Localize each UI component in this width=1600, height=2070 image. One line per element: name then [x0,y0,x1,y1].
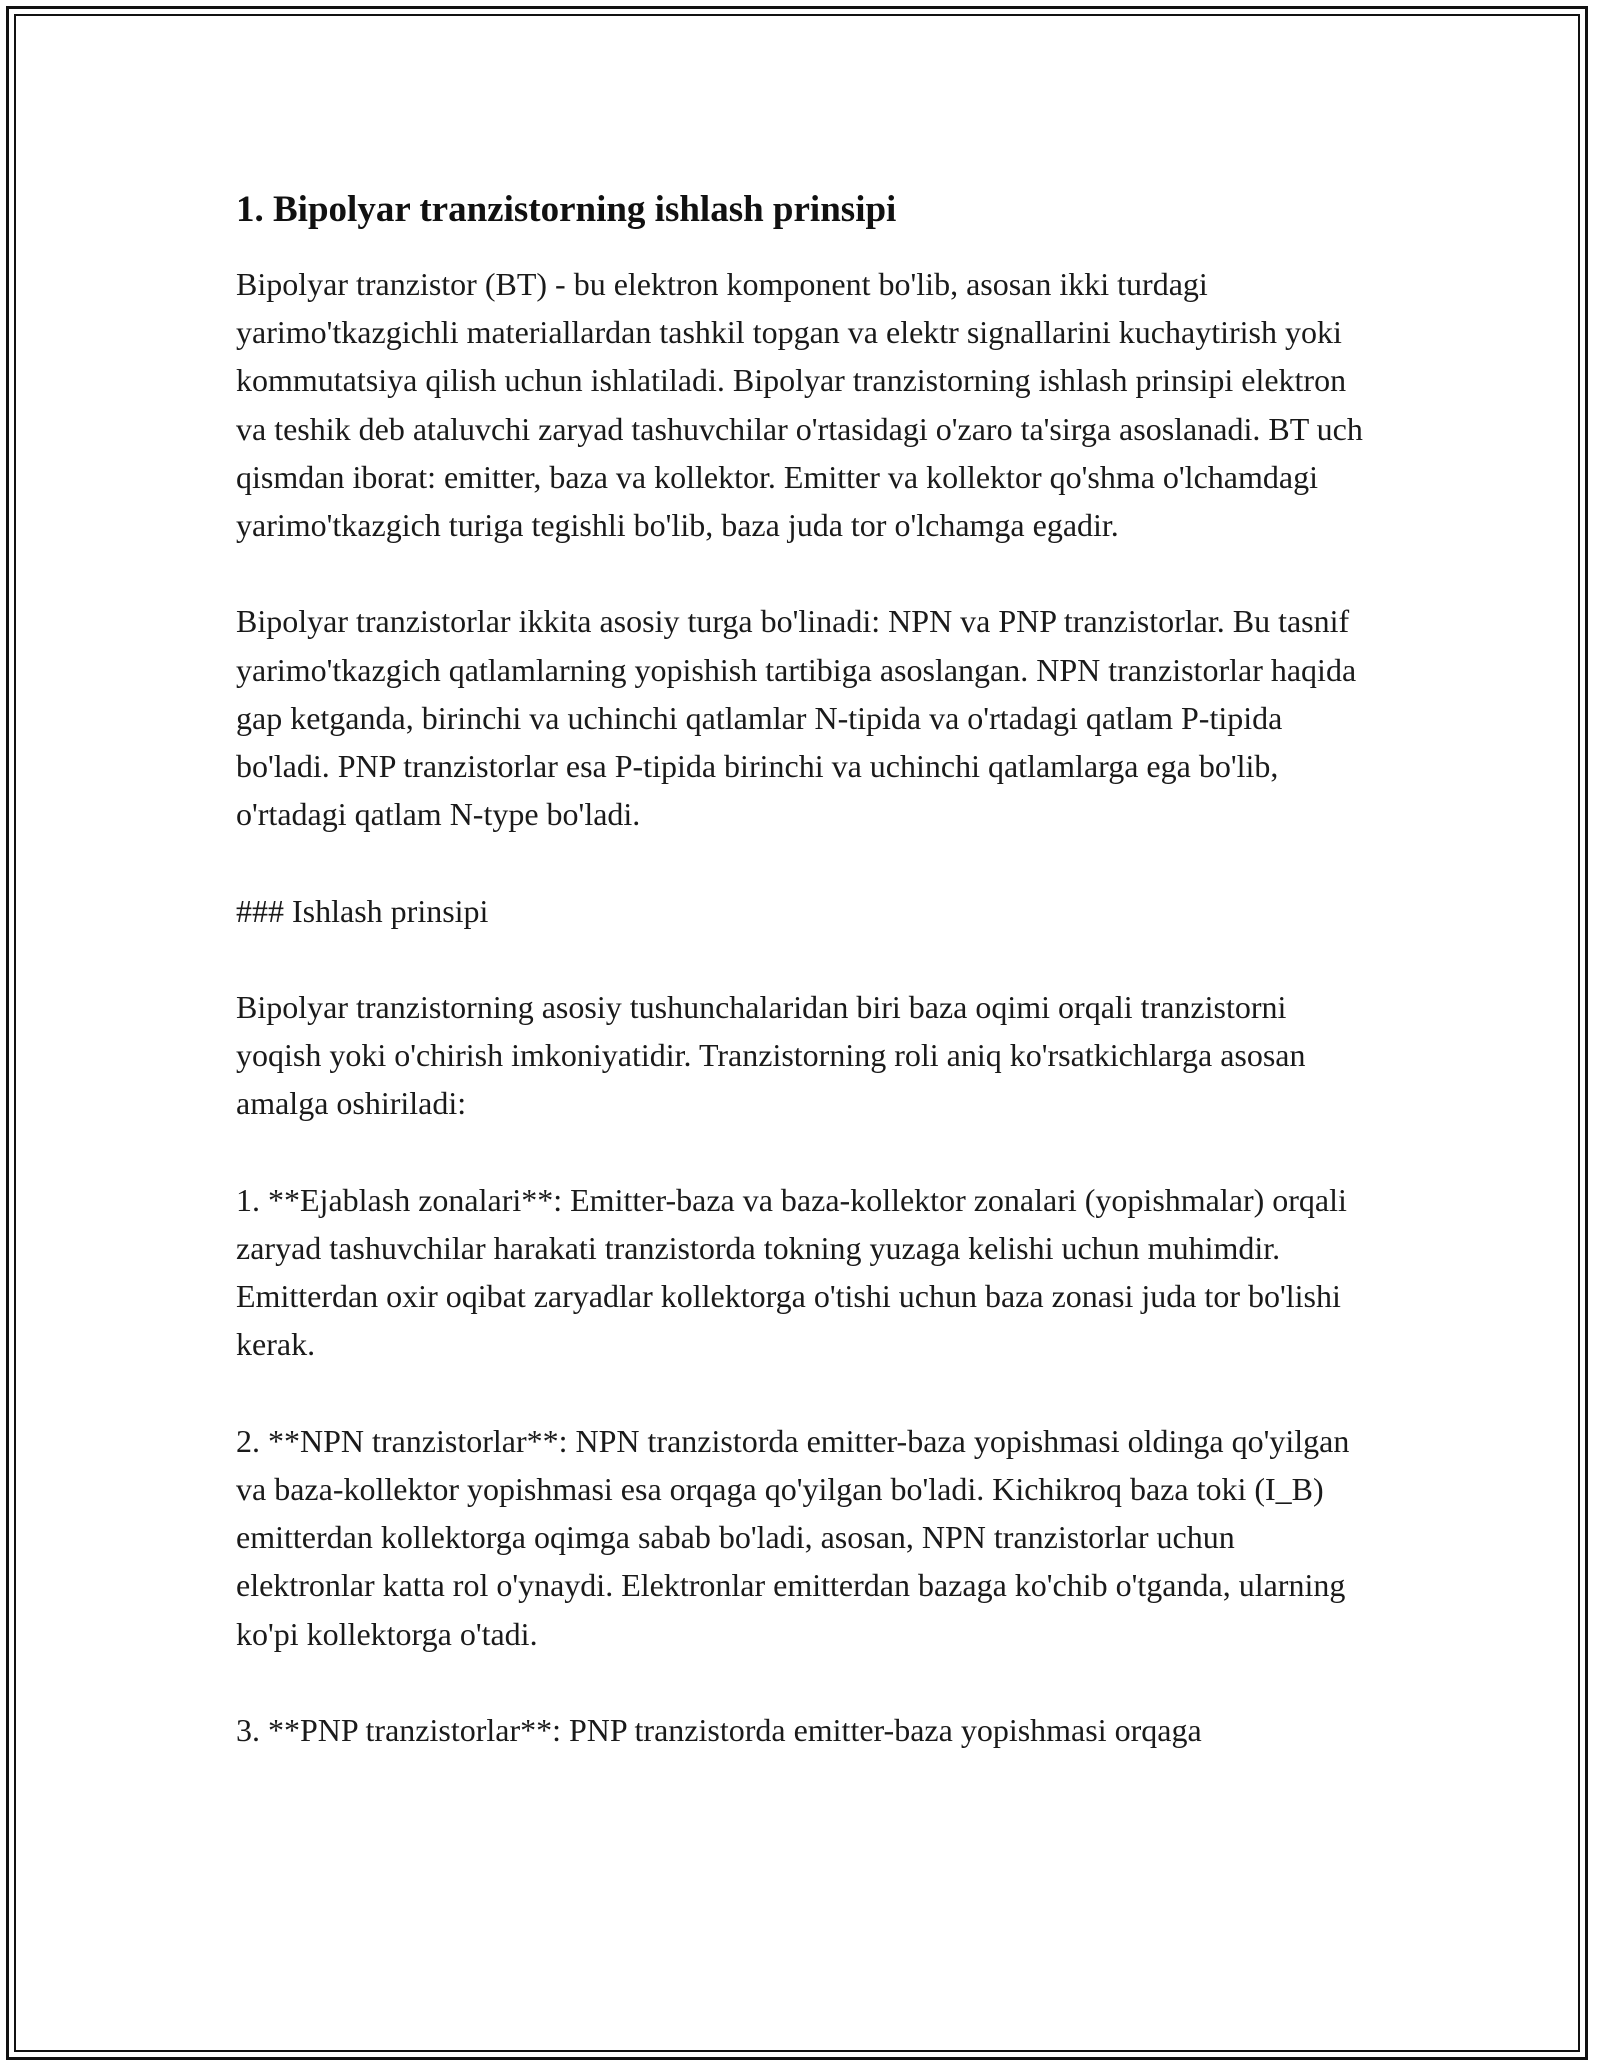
document-title: 1. Bipolyar tranzistorning ishlash prinsipi [236,189,897,230]
paragraph-intro: Bipolyar tranzistor (BT) - bu elektron komponent bo'lib, asosan ikki turdagi yarimo'tkazgichli materiallardan tashkil topgan va elektr signallarini kuchaytirish yoki kommutatsiya qilish uchun ishlatiladi. Bipolyar tranzistorning ishlash prinsipi elektron va teshik deb ataluvchi zaryad tashuvchilar o'rtasidagi o'zaro ta'sirga asoslanadi. BT uch qismdan iborat: emitter, baza va kollektor. Emitter va kollektor qo'shma o'lchamdagi yarimo'tkazgich turiga tegishli bo'lib, baza juda tor o'lchamga egadir. [236,266,1363,544]
section-heading-text: ### Ishlash prinsipi [236,892,489,929]
document-body [236,186,1366,1754]
list-item-1: 1. **Ejablash zonalari**: Emitter-baza va baza-kollektor zonalari (yopishmalar) orqali zaryad tashuvchilar harakati tranzistorda tokning yuzaga kelishi uchun muhimdir. Emitterdan oxir oqibat zaryadlar kollektorga o'tishi uchun baza zonasi juda tor bo'lishi kerak. [236,1181,1347,1363]
paragraph-principle: Bipolyar tranzistorning asosiy tushunchalaridan biri baza oqimi orqali tranzistorni yoqish yoki o'chirish imkoniyatidir. Tranzistorning roli aniq ko'rsatkichlarga asosan amalga oshiriladi: [236,989,1306,1122]
list-item-2: 2. **NPN tranzistorlar**: NPN tranzistorda emitter-baza yopishmasi oldinga qo'yilgan va baza-kollektor yopishmasi esa orqaga qo'yilgan bo'ladi. Kichikroq baza toki (I_B) emitterdan kollektorga oqimga sabab bo'ladi, asosan, NPN tranzistorlar uchun elektronlar katta rol o'ynaydi. Elektronlar emitterdan bazaga ko'chib o'tganda, ularning ko'pi kollektorga o'tadi. [236,1422,1350,1652]
paragraph-types: Bipolyar tranzistorlar ikkita asosiy turga bo'linadi: NPN va PNP tranzistorlar. Bu tasnif yarimo'tkazgich qatlamlarning yopishish tartibiga asoslangan. NPN tranzistorlar haqida gap ketganda, birinchi va uchinchi qatlamlar N-tipida va o'rtadagi qatlam P-tipida bo'ladi. PNP tranzistorlar esa P-tipida birinchi va uchinchi qatlamlarga ega bo'lib, o'rtadagi qatlam N-type bo'ladi. [236,603,1357,833]
list-item-3: 3. **PNP tranzistorlar**: PNP tranzistorda emitter-baza yopishmasi orqaga [236,1712,1202,1748]
